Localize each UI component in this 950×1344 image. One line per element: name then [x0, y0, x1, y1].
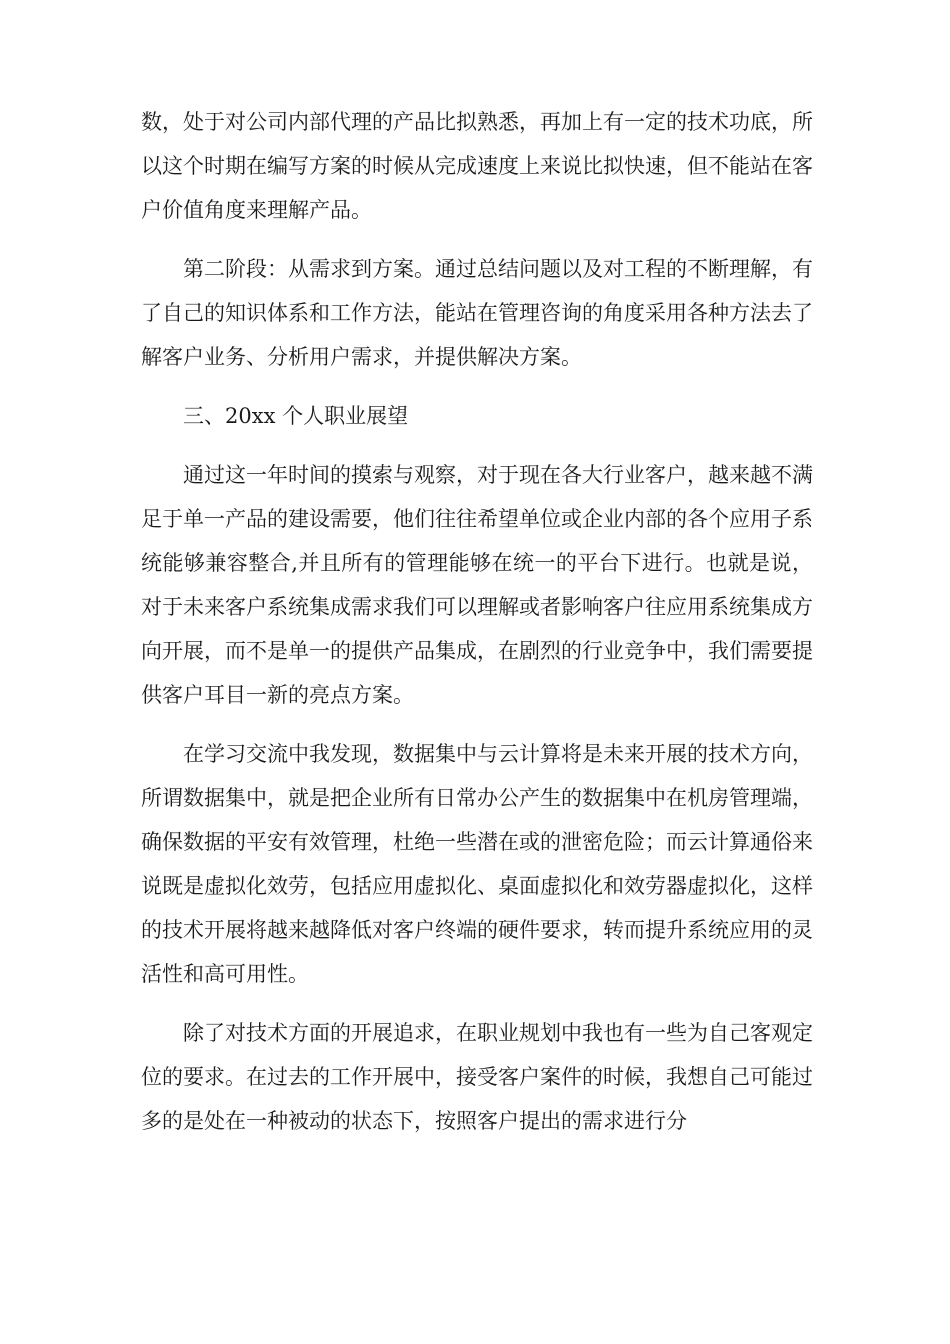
section-heading: 三、20xx 个人职业展望	[183, 404, 409, 428]
paragraph-self-positioning: 除了对技术方面的开展追求，在职业规划中我也有一些为自己客观定位的要求。在过去的工作开展中，接受客户案件的时候，我想自己可能过多的是处在一种被动的状态下，按照客户提出的需求进行分	[141, 1021, 813, 1133]
paragraph-continued: 数，处于对公司内部代理的产品比拟熟悉，再加上有一定的技术功底，所以这个时期在编写方案的时候从完成速度上来说比拟快速，但不能站在客户价值角度来理解产品。	[141, 110, 813, 222]
document-body	[141, 100, 813, 1158]
paragraph-data-cloud: 在学习交流中我发现，数据集中与云计算将是未来开展的技术方向，所谓数据集中，就是把企业所有日常办公产生的数据集中在机房管理端，确保数据的平安有效管理，杜绝一些潜在或的泄密危险；而云计算通俗来说既是虚拟化效劳，包括应用虚拟化、桌面虚拟化和效劳器虚拟化，这样的技术开展将越来越降低对客户终端的硬件要求，转而提升系统应用的灵活性和高可用性。	[141, 742, 813, 986]
paragraph-outlook: 通过这一年时间的摸索与观察，对于现在各大行业客户，越来越不满足于单一产品的建设需要，他们往往希望单位或企业内部的各个应用子系统能够兼容整合,并且所有的管理能够在统一的平台下进行。也就是说，对于未来客户系统集成需求我们可以理解或者影响客户往应用系统集成方向开展，而不是单一的提供产品集成，在剧烈的行业竞争中，我们需要提供客户耳目一新的亮点方案。	[141, 463, 813, 707]
paragraph-stage-two: 第二阶段：从需求到方案。通过总结问题以及对工程的不断理解，有了自己的知识体系和工作方法，能站在管理咨询的角度采用各种方法去了解客户业务、分析用户需求，并提供解决方案。	[141, 257, 813, 369]
